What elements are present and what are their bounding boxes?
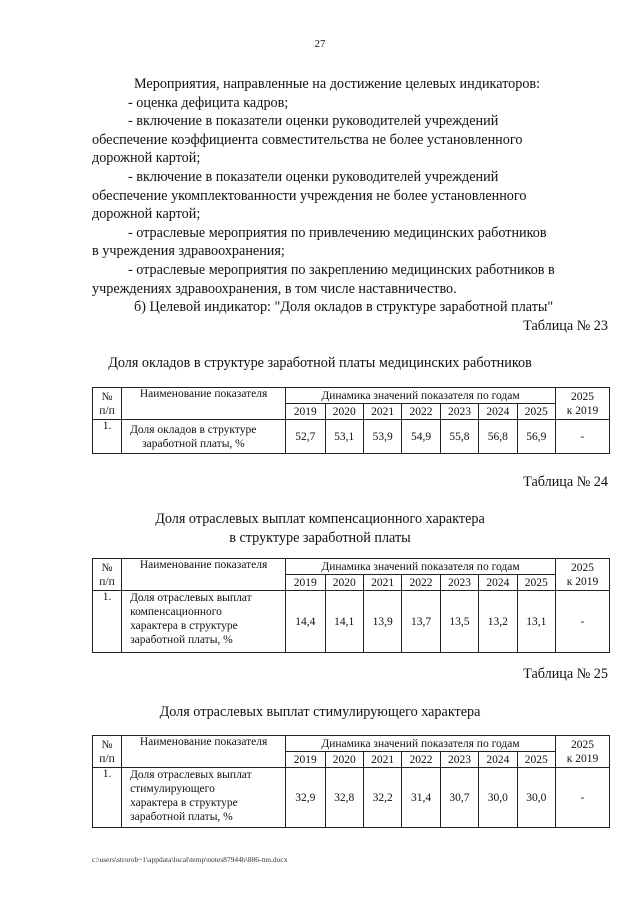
header-year: 2019 [286, 752, 325, 768]
header-year: 2022 [402, 752, 440, 768]
table-caption: Таблица № 25 [523, 666, 608, 682]
row-number: 1. [93, 420, 122, 454]
header-number: № п/п [93, 559, 122, 591]
header-year: 2020 [325, 575, 363, 591]
header-year: 2023 [440, 575, 478, 591]
body-line: - включение в показатели оценки руководителей учреждений [128, 168, 499, 185]
row-indicator-name: Доля отраслевых выплат стимулирующего характера в структуре заработной платы, % [122, 768, 286, 828]
table-title-line: Доля отраслевых выплат компенсационного характера [155, 511, 485, 527]
data-table [92, 387, 610, 454]
value-cell: 55,8 [440, 420, 478, 454]
header-indicator-name: Наименование показателя [122, 559, 286, 591]
value-cell: 13,7 [402, 591, 440, 653]
data-table [92, 558, 610, 653]
body-line: учреждениях здравоохранения, в том числе наставничество. [92, 280, 457, 297]
value-cell: 30,7 [440, 768, 478, 828]
header-year: 2024 [479, 752, 517, 768]
table-row [93, 420, 610, 454]
header-year: 2024 [479, 404, 517, 420]
value-cell: 32,9 [286, 768, 325, 828]
header-year: 2023 [440, 404, 478, 420]
row-number: 1. [93, 591, 122, 653]
value-cell: 13,1 [517, 591, 555, 653]
header-year: 2024 [479, 575, 517, 591]
header-number: № п/п [93, 388, 122, 420]
header-indicator-name: Наименование показателя [122, 388, 286, 420]
value-cell: 13,5 [440, 591, 478, 653]
value-cell: 14,4 [286, 591, 325, 653]
body-text [92, 75, 592, 317]
table-title-line: Доля окладов в структуре заработной платы медицинских работников [108, 355, 532, 371]
header-year: 2019 [286, 575, 325, 591]
body-line: - оценка дефицита кадров; [128, 94, 289, 111]
value-cell: 31,4 [402, 768, 440, 828]
header-year: 2023 [440, 752, 478, 768]
body-line: дорожной картой; [92, 206, 201, 223]
ratio-cell: - [555, 420, 609, 454]
table-row [93, 768, 610, 828]
header-year: 2022 [402, 575, 440, 591]
value-cell: 13,2 [479, 591, 517, 653]
table-caption: Таблица № 23 [523, 318, 608, 334]
footer-file-path: c:\users\strorob~1\appdata\local\temp\notes87944b\886-mn.docx [92, 855, 288, 864]
header-number: № п/п [93, 736, 122, 768]
value-cell: 53,9 [363, 420, 401, 454]
header-ratio: 2025 к 2019 [555, 559, 609, 591]
table-row [93, 591, 610, 653]
value-cell: 32,2 [363, 768, 401, 828]
table-title [0, 703, 640, 722]
data-table [92, 735, 610, 828]
header-dynamics: Динамика значений показателя по годам [286, 559, 556, 575]
value-cell: 32,8 [325, 768, 363, 828]
header-year: 2021 [363, 752, 401, 768]
ratio-cell: - [555, 768, 609, 828]
header-year: 2022 [402, 404, 440, 420]
value-cell: 52,7 [286, 420, 325, 454]
table-title-line: Доля отраслевых выплат стимулирующего характера [159, 704, 481, 720]
header-year: 2025 [517, 404, 555, 420]
header-indicator-name: Наименование показателя [122, 736, 286, 768]
header-dynamics: Динамика значений показателя по годам [286, 388, 556, 404]
header-year: 2021 [363, 404, 401, 420]
header-ratio: 2025 к 2019 [555, 736, 609, 768]
value-cell: 30,0 [517, 768, 555, 828]
value-cell: 54,9 [402, 420, 440, 454]
value-cell: 56,9 [517, 420, 555, 454]
body-line: дорожной картой; [92, 150, 201, 167]
body-line: обеспечение коэффициента совместительства не более установленного [92, 131, 523, 148]
body-line: б) Целевой индикатор: "Доля окладов в структуре заработной платы" [134, 299, 554, 316]
value-cell: 53,1 [325, 420, 363, 454]
table-title [0, 354, 640, 373]
header-year: 2020 [325, 752, 363, 768]
header-year: 2019 [286, 404, 325, 420]
header-year: 2025 [517, 752, 555, 768]
table-title [0, 510, 640, 548]
value-cell: 14,1 [325, 591, 363, 653]
value-cell: 30,0 [479, 768, 517, 828]
header-year: 2021 [363, 575, 401, 591]
body-line: в учреждения здравоохранения; [92, 243, 285, 260]
body-line: Мероприятия, направленные на достижение целевых индикаторов: [134, 76, 541, 92]
header-year: 2020 [325, 404, 363, 420]
table-caption: Таблица № 24 [523, 474, 608, 490]
row-indicator-name: Доля окладов в структуре заработной платы, % [122, 420, 286, 454]
row-number: 1. [93, 768, 122, 828]
ratio-cell: - [555, 591, 609, 653]
page-number: 27 [314, 38, 326, 50]
table-title-line: в структуре заработной платы [229, 530, 411, 546]
body-line: - отраслевые мероприятия по привлечению медицинских работников [128, 224, 547, 241]
body-line: обеспечение укомплектованности учреждения не более установленного [92, 187, 527, 204]
body-line: - отраслевые мероприятия по закреплению медицинских работников в [128, 261, 555, 278]
body-line: - включение в показатели оценки руководителей учреждений [128, 113, 499, 130]
value-cell: 56,8 [479, 420, 517, 454]
value-cell: 13,9 [363, 591, 401, 653]
header-ratio: 2025 к 2019 [555, 388, 609, 420]
header-dynamics: Динамика значений показателя по годам [286, 736, 556, 752]
header-year: 2025 [517, 575, 555, 591]
row-indicator-name: Доля отраслевых выплат компенсационного характера в структуре заработной платы, % [122, 591, 286, 653]
